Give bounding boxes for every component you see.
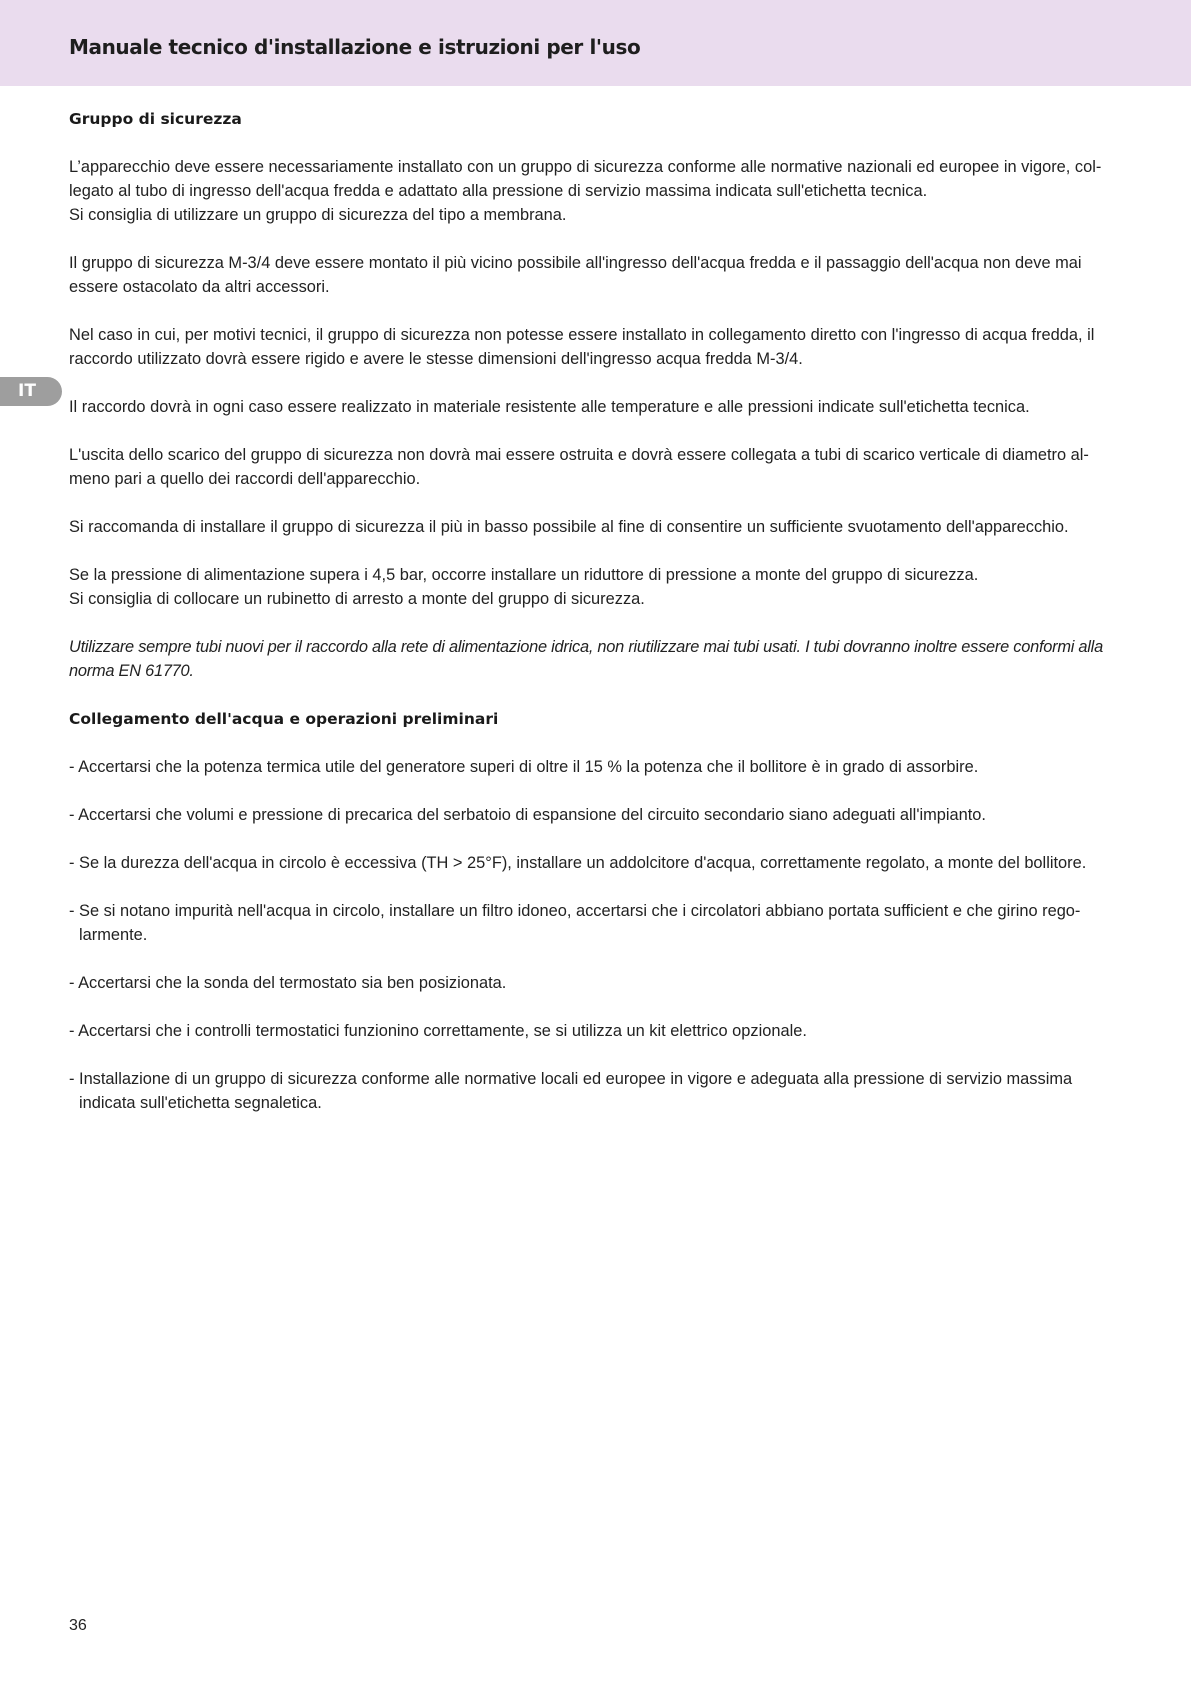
language-tab: IT xyxy=(0,377,62,406)
page-number: 36 xyxy=(69,1617,87,1634)
main-content xyxy=(69,107,1125,1115)
page-title: Manuale tecnico d'installazione e istruzioni per l'uso xyxy=(69,35,641,59)
list-item: - Installazione di un gruppo di sicurezza conforme alle normative locali ed europee in vigore e adeguata alla pressione di servizio massima indicata sull'etichetta segnaletica. xyxy=(69,1070,1073,1112)
paragraph: Si consiglia di collocare un rubinetto di arresto a monte del gruppo di sicurezza. xyxy=(69,590,645,608)
section-heading-collegamento-acqua: Collegamento dell'acqua e operazioni preliminari xyxy=(69,710,499,728)
list-item: - Se la durezza dell'acqua in circolo è eccessiva (TH > 25°F), installare un addolcitore d'acqua, correttamente regolato, a monte del bollitore. xyxy=(69,854,1087,872)
list-item: - Accertarsi che la sonda del termostato sia ben posizionata. xyxy=(69,974,507,992)
paragraph: Se la pressione di alimentazione supera i 4,5 bar, occorre installare un riduttore di pressione a monte del gruppo di sicurezza. xyxy=(69,566,979,584)
paragraph: Si raccomanda di installare il gruppo di sicurezza il più in basso possibile al fine di consentire un sufficiente svuotamento dell'apparecchio. xyxy=(69,518,1069,536)
italic-note: Utilizzare sempre tubi nuovi per il raccordo alla rete di alimentazione idrica, non riutilizzare mai tubi usati. I tubi dovranno inoltre essere conformi alla norma EN 61770. xyxy=(69,638,1103,680)
list-item: - Accertarsi che i controlli termostatici funzionino correttamente, se si utilizza un kit elettrico opzionale. xyxy=(69,1022,807,1040)
paragraph: Il gruppo di sicurezza M-3/4 deve essere montato il più vicino possibile all'ingresso dell'acqua fredda e il passaggio dell'acqua non deve mai essere ostacolato da altri accessori. xyxy=(69,254,1082,296)
paragraph: L’apparecchio deve essere necessariamente installato con un gruppo di sicurezza conforme alle normative nazionali ed europee in vigore, col-legato al tubo di ingresso dell'acqua fredda e adattato alla pressione di servizio massima indicata sull'etichetta tecnica. xyxy=(69,158,1102,200)
list-item: - Se si notano impurità nell'acqua in circolo, installare un filtro idoneo, accertarsi che i circolatori abbiano portata sufficient e che girino rego-larmente. xyxy=(69,902,1081,944)
header-band xyxy=(0,0,1191,86)
paragraph: Il raccordo dovrà in ogni caso essere realizzato in materiale resistente alle temperature e alle pressioni indicate sull'etichetta tecnica. xyxy=(69,398,1030,416)
paragraph: Nel caso in cui, per motivi tecnici, il gruppo di sicurezza non potesse essere installato in collegamento diretto con l'ingresso di acqua fredda, il raccordo utilizzato dovrà essere rigido e avere le stesse dimensioni dell'ingresso acqua fredda M-3/4. xyxy=(69,326,1095,368)
list-item: - Accertarsi che la potenza termica utile del generatore superi di oltre il 15 % la potenza che il bollitore è in grado di assorbire. xyxy=(69,758,979,776)
section-heading-gruppo-di-sicurezza: Gruppo di sicurezza xyxy=(69,110,242,128)
paragraph: L'uscita dello scarico del gruppo di sicurezza non dovrà mai essere ostruita e dovrà essere collegata a tubi di scarico verticale di diametro al-meno pari a quello dei raccordi dell'apparecchio. xyxy=(69,446,1089,488)
paragraph: Si consiglia di utilizzare un gruppo di sicurezza del tipo a membrana. xyxy=(69,206,567,224)
list-item: - Accertarsi che volumi e pressione di precarica del serbatoio di espansione del circuito secondario siano adeguati all'impianto. xyxy=(69,806,986,824)
